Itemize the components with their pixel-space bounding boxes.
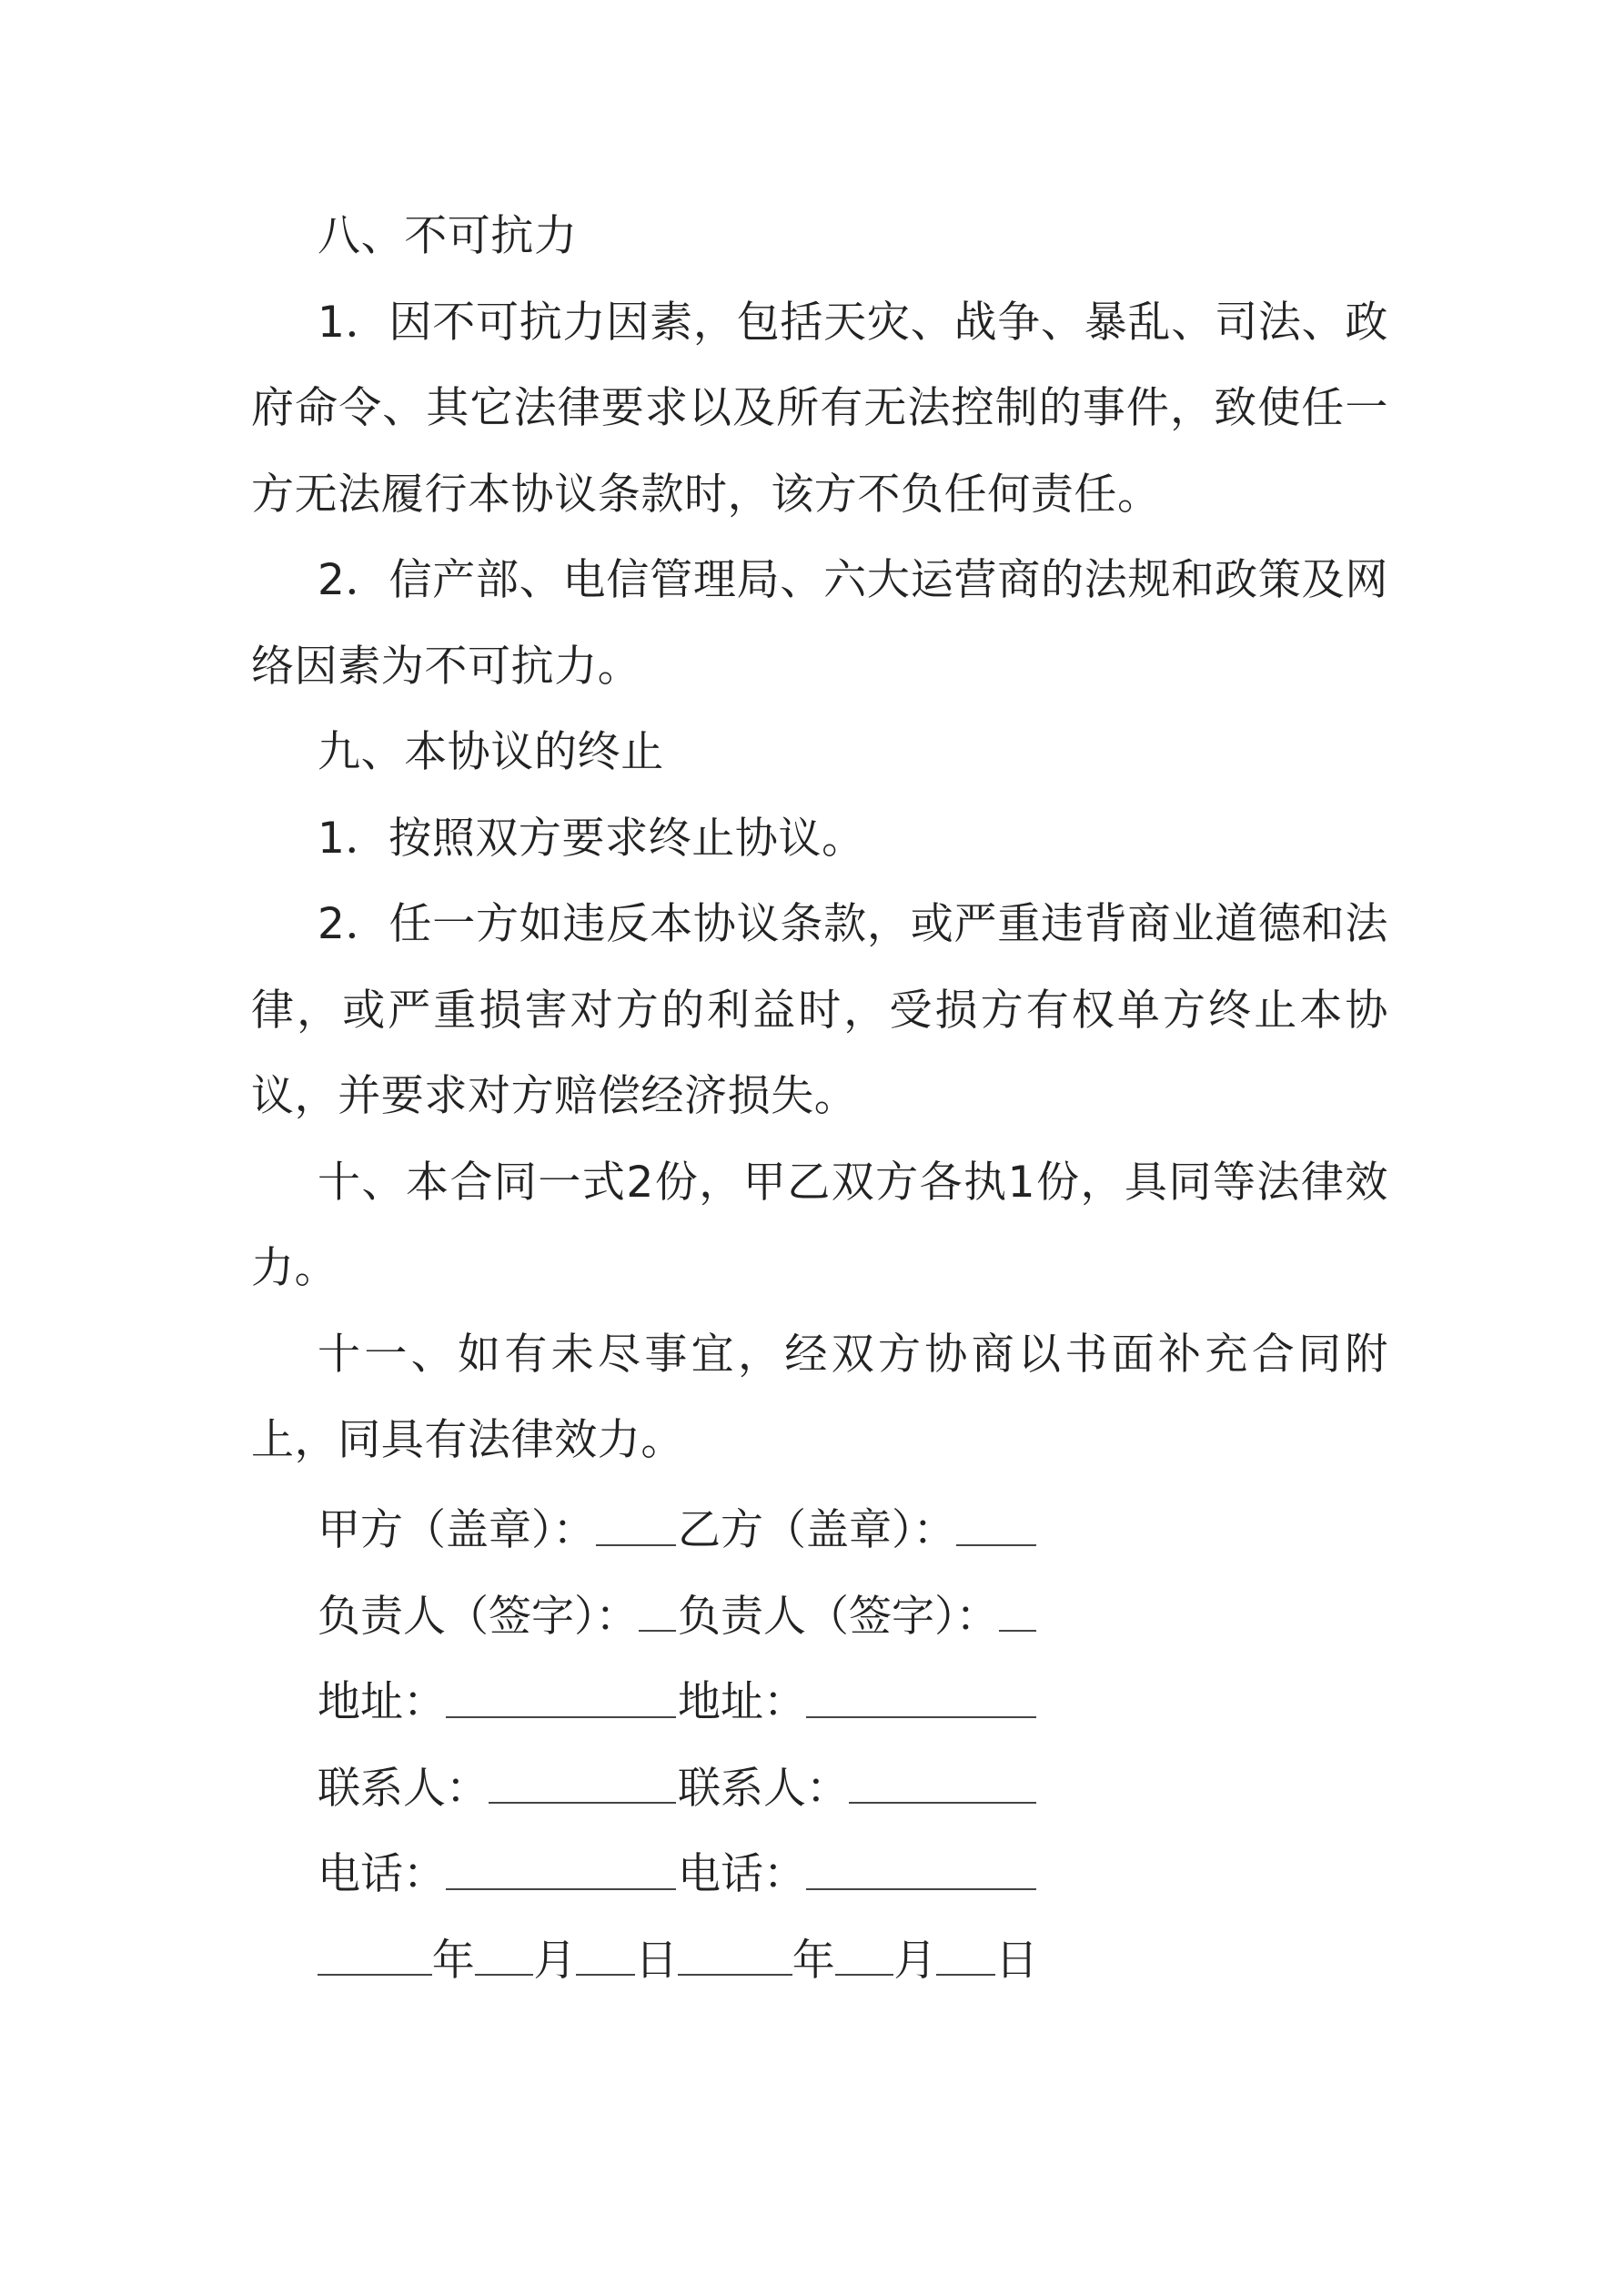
party-a-contact-label: 联系人：	[318, 1763, 489, 1814]
section-8-clause-1: 1．因不可抗力因素，包括天灾、战争、暴乱、司法、政府命令、其它法律要求以及所有无法控制的事件，致使任一方无法履行本协议条款时，该方不负任何责任。	[251, 297, 1388, 520]
month-label: 月	[533, 1935, 577, 1986]
party-b-address-label: 地址：	[678, 1677, 806, 1728]
month-label: 月	[893, 1935, 937, 1986]
section-10: 十、本合同一式2份，甲乙双方各执1份，具同等法律效力。	[251, 1157, 1388, 1293]
party-b-phone-blank	[806, 1852, 1036, 1890]
party-a-rep-label: 负责人（签字）：	[318, 1591, 639, 1642]
party-b-rep-label: 负责人（签字）：	[678, 1591, 999, 1642]
party-a-address-label: 地址：	[318, 1677, 446, 1728]
party-b-contact-blank	[849, 1765, 1036, 1804]
party-b-seal-blank	[956, 1508, 1037, 1546]
section-8-clause-2: 2．信产部、电信管理局、六大运营商的法规和政策及网络因素为不可抗力。	[251, 555, 1388, 692]
party-b-contact-label: 联系人：	[678, 1763, 849, 1814]
party-b-year-blank	[678, 1937, 792, 1976]
signature-phone-row	[251, 1828, 1388, 1915]
party-a-day-blank	[576, 1937, 635, 1976]
party-a-contact-blank	[489, 1765, 676, 1804]
signature-contact-row	[251, 1742, 1388, 1828]
section-9-clause-2: 2．任一方如违反本协议条款，或严重违背商业道德和法律，或严重损害对方的利益时，受损方有权单方终止本协议，并要求对方赔偿经济损失。	[251, 899, 1388, 1121]
party-a-address-blank	[446, 1680, 676, 1718]
day-label: 日	[634, 1935, 678, 1986]
party-a-phone-label: 电话：	[318, 1849, 446, 1900]
signature-date-row	[251, 1914, 1388, 2000]
party-b-address-blank	[806, 1680, 1036, 1718]
signature-rep-row	[251, 1570, 1388, 1656]
party-a-month-blank	[475, 1937, 534, 1976]
party-b-seal-label: 乙方（盖章）：	[678, 1505, 956, 1556]
party-b-month-blank	[835, 1937, 894, 1976]
section-9-clause-1: 1．按照双方要求终止协议。	[318, 813, 865, 864]
signature-seal-row	[251, 1484, 1388, 1571]
party-a-seal-blank	[596, 1508, 677, 1546]
party-b-phone-label: 电话：	[678, 1849, 806, 1900]
document-page	[251, 194, 1388, 2000]
party-b-rep-blank	[999, 1593, 1037, 1632]
party-a-phone-blank	[446, 1852, 676, 1890]
section-8-title: 八、不可抗力	[318, 211, 578, 261]
party-a-seal-label: 甲方（盖章）：	[318, 1505, 596, 1556]
party-b-day-blank	[936, 1937, 995, 1976]
section-11: 十一、如有未尽事宜，经双方协商以书面补充合同附上，同具有法律效力。	[251, 1329, 1388, 1465]
year-label: 年	[431, 1935, 475, 1986]
party-a-rep-blank	[639, 1593, 677, 1632]
party-a-year-blank	[318, 1937, 432, 1976]
year-label: 年	[792, 1935, 835, 1986]
day-label: 日	[994, 1935, 1038, 1986]
section-9-title: 九、本协议的终止	[318, 727, 664, 777]
signature-address-row	[251, 1656, 1388, 1743]
